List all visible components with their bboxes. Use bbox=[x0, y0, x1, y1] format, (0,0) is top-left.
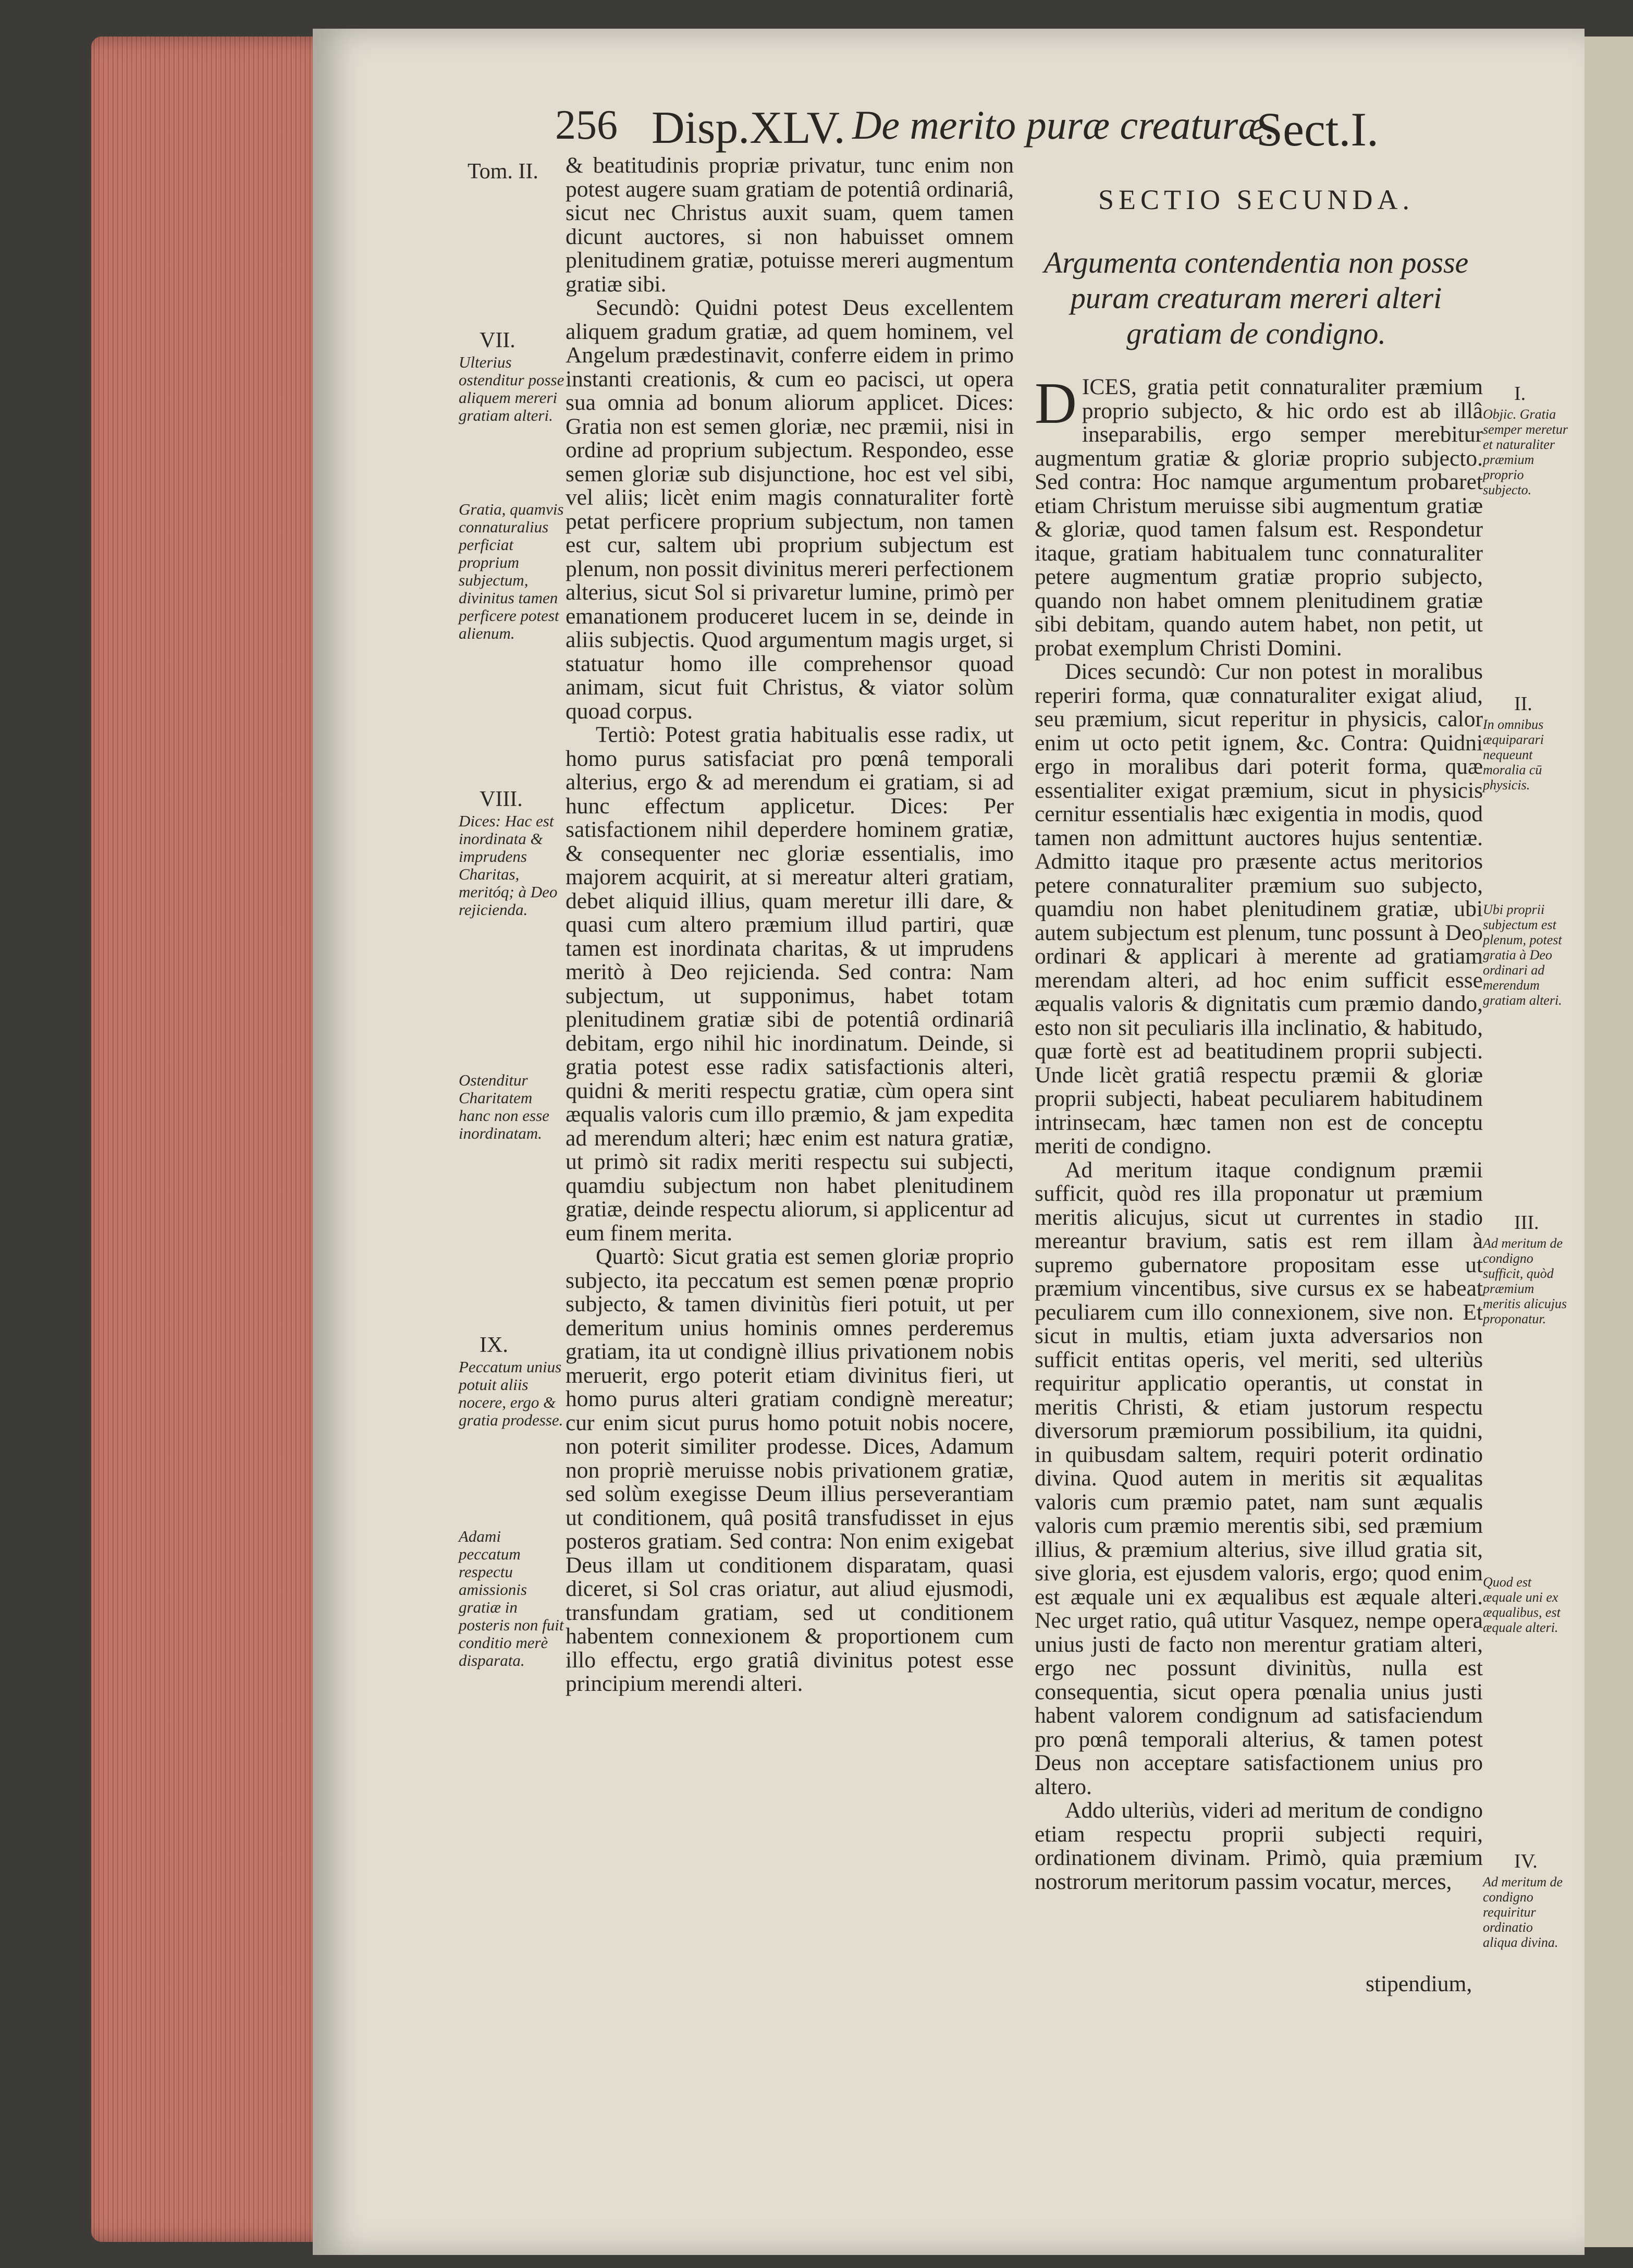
margin-note-text: Dices: Hac est inordinata & imprudens Charitas, meritóq; à Deo rejicienda. bbox=[459, 812, 558, 919]
first-paragraph bbox=[1035, 371, 1483, 661]
margin-number: VIII. bbox=[480, 787, 523, 811]
margin-note-text: Ulterius ostenditur posse aliquem mereri gratiam alteri. bbox=[459, 353, 564, 424]
section-title: Argumenta contendentia non posse puram creaturam mereri alteri gratiam de condigno. bbox=[1043, 246, 1469, 350]
margin-number: II. bbox=[1514, 693, 1532, 715]
margin-note bbox=[1483, 902, 1569, 1008]
section-heading: SECTIO SECUNDA. bbox=[1098, 184, 1415, 215]
running-title: De merito puræ creaturæ. bbox=[852, 102, 1275, 148]
margin-number: III. bbox=[1514, 1212, 1539, 1234]
margin-note bbox=[1483, 381, 1569, 497]
catchword: stipendium, bbox=[1366, 1971, 1472, 1996]
margin-number: I. bbox=[1514, 383, 1526, 405]
margin-note bbox=[459, 501, 566, 642]
first-paragraph-text: ICES, gratia petit connaturaliter præmium proprio subjecto, & hic ordo est ab illâ inseparabilis, ergo semper merebitur augmentum gratiæ & gloriæ proprio subjecto. Sed contra: Hoc namque argumentum probaret etiam Christum meruisse sibi augmentum gratiæ & gloriæ, quod tamen falsum est. Respondetur itaque, gratiam habitualem tunc connaturaliter petere augmentum gratiæ proprio subjecto, quando non habet omnem plenitudinem gratiæ sibi debitam, quando autem habet, non petit, ut probat exemplum Christi Domini. bbox=[1035, 374, 1483, 661]
right-text-column bbox=[1035, 371, 1483, 1894]
margin-note bbox=[459, 786, 566, 919]
margin-number: IX. bbox=[480, 1333, 508, 1357]
margin-number: IV. bbox=[1514, 1850, 1538, 1872]
paragraph: Secundò: Quidni potest Deus excellentem aliquem gradum gratiæ, ad quem hominem, vel Angelum prædestinavit, conferre eidem in primo instanti creationis, & cum eo pacisci, ut opera sua omnia ad bonum aliorum applicet. Dices: Gratia non est semen gloriæ, nec præmii, nisi in ordine ad proprium subjectum. Respondeo, esse semen gloriæ sub disjunctione, hoc est vel sibi, vel aliis; licèt enim magis connaturaliter fortè petat perficere proprium subjectum, non tamen est cur, saltem ubi proprium subjectum est plenum, non possit divinitus mereri perfectionem alterius, sicut Sol si privaretur lumine, primò per emanationem produceret lucem in se, deinde in aliis subjectis. Quod argumentum magis urget, si statuatur homo ille comprehensor quoad animam, sicut fuit Christus, & viator solùm quoad corpus. bbox=[566, 295, 1014, 724]
margin-note-text: Gratia, quamvis connaturalius perficiat proprium subjectum, divinitus tamen perficere potest alienum. bbox=[459, 500, 564, 642]
paragraph: Tertiò: Potest gratia habitualis esse radix, ut homo purus satisfaciat pro pœnâ temporali alterius, ergo & ad merendum ei gratiam, si ad hunc effectum applicetur. Dices: Per satisfactionem nihil deperdere hominem gratiæ, & consequenter nec gloriæ essentialis, imo majorem acquirit, at si mereatur alteri gratiam, debet aliquid illius, quam meretur illi dare, & quasi cum altero præmium illud partiri, quæ tamen est inordinata charitas, & ut imprudens meritò à Deo rejicienda. Sed contra: Nam subjectum, ut supponimus, habet totam plenitudinem gratiæ sibi de potentiâ ordinariâ debitam, ergo nihil hic inordinatum. Deinde, si gratia potest esse radix satisfactionis alteri, quidni & meriti respectu gratiæ, cùm opera sint æqualis valoris cum illo præmio, & jam expedita ad merendum alteri; hæc enim est natura gratiæ, ut primò sit radix meriti respectu sui subjecti, quamdiu subjectum non habet plenitudinem gratiæ, deinde respectu aliorum, si applicentur ad eum finem merita. bbox=[566, 722, 1014, 1246]
margin-note-text: In omnibus æquiparari nequeunt moralia cū physicis. bbox=[1483, 717, 1544, 792]
tome-label: Tom. II. bbox=[468, 160, 538, 184]
margin-note bbox=[1483, 1848, 1569, 1950]
margin-note bbox=[1483, 1210, 1569, 1326]
page-number: 256 bbox=[555, 102, 618, 148]
margin-note-text: Quod est æquale uni ex æqualibus, est æquale alteri. bbox=[1483, 1575, 1561, 1635]
margin-note-text: Ubi proprii subjectum est plenum, potest gratia à Deo ordinari ad merendum gratiam alteri. bbox=[1483, 902, 1562, 1008]
paragraph: Ad meritum itaque condignum præmii sufficit, quòd res illa proponatur ut præmium meritis alicujus, sicut ut currentes in stadio mereantur bravium, satis est rem illam à supremo gubernatore propositam esse ut præmium vincentibus, sive cursus ex se habeat peculiarem cum illo connexionem, sive non. Et sicut in multis, etiam juxta adversarios non sufficit entitas operis, vel meriti, sed ulteriùs requiritur applicatio operantis, ut constat in meritis Christi, & etiam justorum respectu diversorum præmiorum possibilium, ita quidni, in quibusdam saltem, requiri poterit ordinatio divina. Quod autem in meritis sit æqualitas valoris cum præmio patet, nam sunt æqualis valoris cum præmio merentis sibi, sed præmium illius, & præmium alterius, sive illud gratia sit, sive gloria, est ejusdem valoris, ergo; quod enim est æquale uni ex æqualibus est æquale alteri. Nec urget ratio, quâ utitur Vasquez, nempe opera unius justi de facto non merentur gratiam alteri, ergo nec possunt divinitùs, nulla est consequentia, sicut opera pœnalia unius justi habent valorem condignum ad satisfaciendum pro pœnâ temporali alterius, & tamen potest Deus non acceptare satisfactionem unius pro altero. bbox=[1035, 1157, 1483, 1799]
disputation-label: Disp.XLV. bbox=[652, 103, 845, 153]
margin-note bbox=[1483, 691, 1569, 792]
page-edges bbox=[91, 36, 336, 2242]
margin-note bbox=[459, 1332, 566, 1429]
left-text-column bbox=[566, 154, 1014, 1696]
margin-note-text: Adami peccatum respectu amissionis gratiæ in posteris non fuit conditio merè disparata. bbox=[459, 1527, 564, 1669]
margin-note-text: Objic. Gratia semper meretur et naturaliter præmium proprio subjecto. bbox=[1483, 407, 1568, 497]
margin-note bbox=[459, 1071, 566, 1142]
margin-note bbox=[1483, 1575, 1569, 1635]
margin-number: VII. bbox=[480, 328, 515, 352]
facing-page-edge bbox=[1585, 36, 1633, 2247]
margin-note bbox=[459, 1528, 566, 1669]
section-label: Sect.I. bbox=[1256, 103, 1379, 156]
paragraph: Quartò: Sicut gratia est semen gloriæ proprio subjecto, ita peccatum est semen pœnæ proprio subjecto, & tamen divinitùs fieri potuit, ut per demeritum unius hominis omnes perderemus gratiam, ita ut condignè illius privationem nobis meruerit, ergo poterit etiam divinitus fieri, ut homo purus alteri gratiam condignè mereatur; cur enim sicut purus homo potuit nobis nocere, non poterit similiter prodesse. Dices, Adamum non propriè meruisse nobis privationem gratiæ, sed solùm exegisse Deum illius perseverantiam ut conditionem, quâ positâ transfudisset in ejus posteros gratiam. Sed contra: Non enim exigebat Deus illam ut conditionem disparatam, quasi diceret, si Sol cras oriatur, aut aliud ejusmodi, transfundam gratiam, sed ut conditionem habentem connexionem & proportionem cum illo effectu, ergo gratiâ divinitus potest esse principium merendi alteri. bbox=[566, 1244, 1014, 1696]
paragraph: Dices secundò: Cur non potest in moralibus reperiri forma, quæ connaturaliter exigat aliud, seu præmium, sicut reperitur in physicis, calor enim ut octo petit ignem, &c. Contra: Quidni ergo in moralibus dari poterit forma, quæ essentialiter exigat præmium, sicut in physicis cernitur essentialis hæc exigentia in modis, quod tamen non admittunt auctores hujus sententiæ. Admitto itaque pro præsente actus meritorios petere connaturaliter præmium suo subjecto, quamdiu non habet plenitudinem gratiæ, ubi autem subjectum est plenum, tunc possunt à Deo ordinari & applicari à merente ad gratiam merendam alteri, ad hoc enim sufficit esse æqualis valoris & dignitatis cum præmio dando, esto non sit peculiaris illa inclinatio, & habitudo, quæ fortè est ad beatitudinem proprii subjecti. Unde licèt gratiâ respectu præmii & gloriæ proprii subjecti, habeat peculiarem habitudinem intrinsecam, hæc tamen non est de conceptu meriti de condigno. bbox=[1035, 659, 1483, 1159]
margin-note-text: Ad meritum de condigno requiritur ordinatio aliqua divina. bbox=[1483, 1874, 1563, 1950]
paragraph: Addo ulteriùs, videri ad meritum de condigno etiam respectu proprii subjecti requiri, ordinationem divinam. Primò, quia præmium nostrorum meritorum passim vocatur, merces, bbox=[1035, 1798, 1483, 1894]
paragraph: & beatitudinis propriæ privatur, tunc enim non potest augere suam gratiam de potentiâ ordinariâ, sicut nec Christus auxit suam, quem tamen dicunt auctores, si non habuisset omnem plenitudinem gratiæ, potuisse mereri augmentum gratiæ sibi. bbox=[566, 153, 1014, 297]
margin-note-text: Ostenditur Charitatem hanc non esse inordinatam. bbox=[459, 1071, 549, 1142]
margin-note-text: Peccatum unius potuit aliis nocere, ergo & gratia prodesse. bbox=[459, 1358, 563, 1429]
drop-cap: D bbox=[1035, 371, 1077, 436]
margin-note bbox=[459, 327, 566, 424]
margin-note-text: Ad meritum de condigno sufficit, quòd præmium meritis alicujus proponatur. bbox=[1483, 1236, 1567, 1326]
